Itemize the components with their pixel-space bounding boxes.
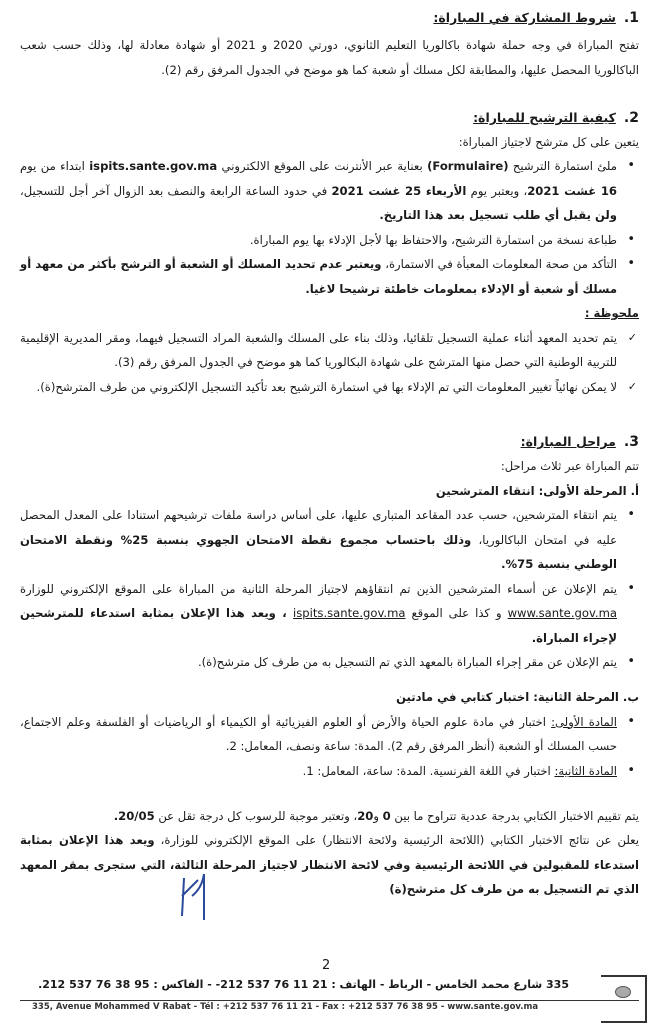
note-title: ملحوظة : [584,306,639,320]
stage-2-title: ب. المرحلة الثانية: اختبار كتابي في مادتين [396,690,639,704]
section-2-bullets [20,154,639,399]
section-number: 3. [623,434,639,450]
section-title: شروط المشاركة في المباراة: [433,10,616,25]
list-item: • التأكد من صحة المعلومات المعبأة في الاستمارة، ويعتبر عدم تحديد المسلك أو الشعبة أو الترشح بأكثر من معهد أو مسلك أو شعبة أو الإدلاء بمعلومات خاطئة ترشيحا لاغيا. [20,252,617,301]
list-item: • ملئ استمارة الترشيح (Formulaire) بعناية عبر الأنترنت على الموقع الالكتروني ispits.sante.gov.ma ابتداء من يوم 16 غشت 2021، ويعتبر يوم الأربعاء 25 غشت 2021 في حدود الساعة الرابعة والنصف بعد الزوال آخر أجل للتسجيل، ولن يقبل أي طلب تسجيل بعد هذا التاريخ. [20,154,617,228]
section-3-intro: تتم المباراة عبر ثلاث مراحل: [500,459,639,473]
list-item: • المادة الأولى: اختبار في مادة علوم الحياة والأرض أو العلوم الفيزيائية أو الكيمياء أو الرياضيات أو الفلسفة وعلم الاجتماع، حسب المسلك أو الشعبة (أنظر المرفق رقم 2). المدة: ساعة ونصف، المعامل: 2. [20,710,617,759]
evaluation-paragraph: يتم تقييم الاختبار الكتابي بدرجة عددية تتراوح ما بين 0 و20، وتعتبر موجبة للرسوب كل درجة تقل عن 20/05. [113,809,639,823]
section-number: 2. [623,110,639,126]
list-item: • المادة الثانية: اختبار في اللغة الفرنسية. المدة: ساعة، المعامل: 1. [20,759,617,784]
eye-icon [615,986,631,998]
link-ispits[interactable]: ispits.sante.gov.ma [89,159,218,173]
list-item: • يتم الإعلان عن أسماء المترشحين الذين تم انتقاؤهم لاجتياز المرحلة الثانية من المباراة على الموقع الإلكتروني للوزارة www.sante.gov.ma و كذا على الموقع ispits.sante.gov.ma ، ويعد هذا الإعلان بمثابة استدعاء للمترشحين لإجراء المباراة. [20,577,617,651]
list-item: • طباعة نسخة من استمارة الترشيح، والاحتفاظ بها لأجل الإدلاء بها يوم المباراة. [20,228,617,253]
section-1-paragraph: تفتح المباراة في وجه حملة شهادة باكالوريا التعليم الثانوي، دورتي 2020 و 2021 أو شهادة معادلة لها، وذلك حسب شعب الباكالوريا المحصل عليها، والمطابقة لكل مسلك أو شعبة كما هو موضح في الجدول المرفق رقم (2). [20,38,639,77]
handwritten-signature [178,866,218,922]
section-1-heading [20,6,639,31]
stage-2 [20,685,639,783]
section-2-heading [20,106,639,131]
section-3-body [20,454,639,675]
section-title: كيفية الترشيح للمباراة: [473,110,616,125]
list-item: • يتم انتقاء المترشحين، حسب عدد المقاعد المتبارى عليها، على أساس دراسة ملفات ترشيحهم استنادا على المعدل المحصل عليه في امتحان الباكالوريا، وذلك باحتساب مجموع نقطة الامتحان الجهوي بنسبة 25% ونقطة الامتحان الوطني بنسبة 75%. [20,503,617,577]
link-ispits[interactable]: ispits.sante.gov.ma [293,606,406,620]
note-item: ✓ لا يمكن نهائياً تغيير المعلومات التي تم الإدلاء بها في استمارة الترشيح بعد تأكيد التسجيل الإلكتروني من طرف المترشح(ة). [20,375,617,400]
link-sante[interactable]: www.sante.gov.ma [507,606,617,620]
section-3-heading [20,430,639,455]
page-number: 2 [322,958,331,973]
footer-address-arabic: 335 شارع محمد الخامس - الرباط - الهاتف : 21 11 76 537 212- - الفاكس : 95 38 76 537 212. [20,978,639,1001]
section-number: 1. [623,10,639,26]
stage-1-title: أ. المرحلة الأولى: انتقاء المترشحين [435,483,639,498]
section-2-intro: يتعين على كل مترشح لاجتياز المباراة: [458,135,639,149]
footer-address-french: 335, Avenue Mohammed V Rabat - Tél : +212 537 76 11 21 - Fax : +212 537 76 38 95 - www.sante.gov.ma [32,1002,539,1012]
note-item: ✓ يتم تحديد المعهد أثناء عملية التسجيل تلقائيا، وذلك بناء على المسلك والشعبة المراد التسجيل فيهما، ومقر المديرية الإقليمية للتربية الوطنية التي حصل منها المترشح على شهادة البكالوريا كما هو موضح في الجدول المرفق رقم (3). [20,326,617,375]
ministry-logo [601,975,647,1023]
list-item: • يتم الإعلان عن مقر إجراء المباراة بالمعهد الذي تم التسجيل به من طرف كل مترشح(ة). [20,650,617,675]
section-title: مراحل المباراة: [520,434,616,449]
results-paragraph: يعلن عن نتائج الاختبار الكتابي (اللائحة الرئيسية ولائحة الانتظار) على الموقع الإلكتروني للوزارة، ويعد هذا الإعلان بمثابة استدعاء للمقبولين في اللائحة الرئيسية وفي لائحة الانتظار لاجتياز المرحلة الثالثة، التي ستجرى بمقر المعهد الذي تم التسجيل به من طرف كل مترشح(ة) [20,833,639,896]
